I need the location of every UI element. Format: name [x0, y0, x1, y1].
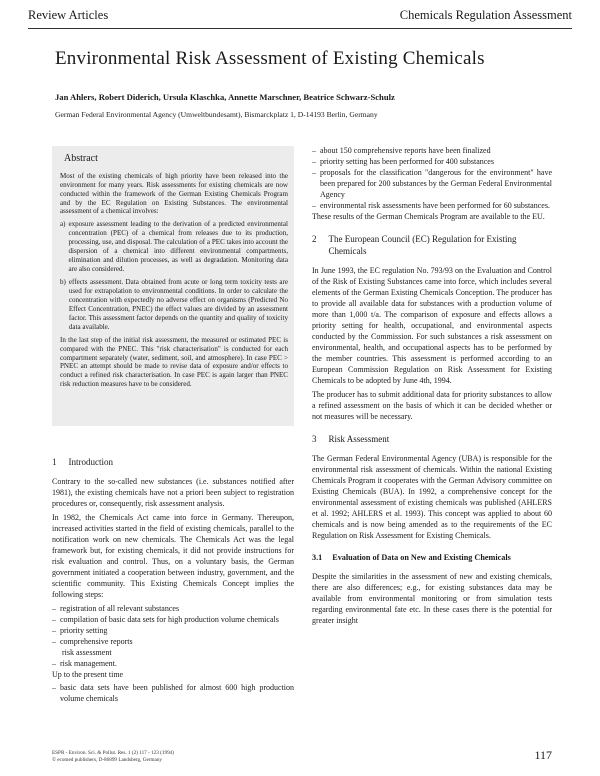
- article-title: Environmental Risk Assessment of Existing Chemicals: [55, 48, 485, 69]
- list-item: – comprehensive reports: [52, 636, 133, 646]
- citation-line: ESPR - Environ. Sci. & Pollut. Res. 1 (2) 117 - 123 (1994): [52, 750, 174, 756]
- list-item: – basic data sets have been published for almost 600 high production volume chemicals: [52, 683, 294, 704]
- publisher-line: © ecomed publishers, D-86899 Landsberg, Germany: [52, 756, 163, 763]
- abstract-item-text: effects assessment. Data obtained from acute or long term toxicity tests are used for extrapolation to environmental conditions. In order to calculate the concentration with expectedly no adverse effect on organisms (Predicted No Effect Concentration, PNEC) the effect values are divided by an assessment factor. This assessment factor depends on the quantity and quality of toxicity data available.: [68, 278, 288, 331]
- section-number: 1: [52, 457, 57, 467]
- list-item: – environmental risk assessments have been performed for 60 substances.: [312, 200, 550, 210]
- body-paragraph: Despite the similarities in the assessment of new and existing chemicals, there are also differences; e.g., for existing substances data may be available from environmental monitoring or from simulation tests regarding environmental fate etc. In these cases there is the potential for greater insight: [312, 571, 552, 625]
- author-list: Jan Ahlers, Robert Diderich, Ursula Klaschka, Annette Marschner, Beatrice Schwarz-Schulz: [55, 92, 395, 102]
- list-item: – proposals for the classification "dangerous for the environment" have been prepared for 200 substances by the German Federal Environmental Agency: [312, 167, 552, 199]
- list-item: – priority setting: [52, 625, 108, 635]
- list-item: – compilation of basic data sets for high production volume chemicals: [52, 614, 279, 624]
- header-rule: [28, 28, 572, 29]
- body-paragraph: The producer has to submit additional data for priority substances to allow a refined assessment on the basis of which it can be decided whether or not measures will be necessary.: [312, 389, 552, 421]
- header-section: Review Articles: [28, 8, 109, 22]
- section-heading-introduction: [52, 456, 294, 468]
- body-paragraph: In June 1993, the EC regulation No. 793/93 on the Evaluation and Control of the Risk of Existing Substances came into force, which includes several elements of the German Existing Chemicals Conception. The producer has to provide all available data for substances with a production volume of more than 1,000 t/a. The comparison of exposure and effects allows a priority setting for health, occupational, and environmental aspects conducted by the Commission. For such substances a risk assessment on environmental, health, and occupational aspects has to be performed by the member countries. This assessment is performed according to an European Commission Regulation on Risk Assessment for Existing Chemicals to be adopted by June 4th, 1994.: [312, 266, 552, 385]
- section-heading-risk-assessment: [312, 433, 552, 445]
- abstract-item-b: [60, 278, 288, 332]
- results-list-continued: [312, 146, 552, 212]
- list-item-text: registration of all relevant substances: [60, 603, 180, 613]
- section-title: Evaluation of Data on New and Existing Chemicals: [332, 552, 511, 562]
- abstract-paragraph: In the last step of the initial risk assessment, the measured or estimated PEC is compared with the PNEC. This "risk characterisation" is conducted for each compartment separately (water, sediment, soil, and atmosphere). In case PEC > PNEC an attempt should be made to revise data of exposure and/or effects to conduct a refined risk characterisation. In case PEC is again larger than PNEC risk reduction measures have to be considered.: [60, 335, 288, 389]
- running-header: [28, 8, 572, 26]
- page-number: 117: [534, 748, 552, 762]
- body-paragraph: Contrary to the so-called new substances (i.e. substances notified after 1981), the existing chemicals have not a priori been subject to registration procedures or, consequently, risk assessment analysis.: [52, 477, 294, 509]
- abstract-paragraph: Most of the existing chemicals of high priority have been released into the environment for many years. Risk assessments for existing chemicals are now conducted within the framework of the German Existing Chemicals Program and by the EC Regulation on Existing Substances. The environmental assessment of a chemical involves:: [60, 171, 288, 216]
- section-title: Risk Assessment: [328, 433, 390, 444]
- list-item-text: compilation of basic data sets for high production volume chemicals: [60, 614, 279, 624]
- list-item-text: about 150 comprehensive reports have been finalized: [320, 146, 491, 155]
- section-title: The European Council (EC) Regulation for Existing Chemicals: [328, 233, 517, 256]
- list-item-text: risk management.: [60, 658, 117, 668]
- list-item: – about 150 comprehensive reports have been finalized: [312, 146, 491, 155]
- item-marker: a): [60, 220, 66, 229]
- right-column: [312, 146, 552, 756]
- body-paragraph: In 1982, the Chemicals Act came into force in Germany. Thereupon, increased activities started in the field of existing chemicals, parallel to the notification work on new chemicals. The Chemicals Act was the legal framework but, for existing chemicals, it did not provide instructions for risk evaluation and control. Thus, on a voluntary basis, the German government initiated a cooperation between industry, government, and the scientific community. This Existing Chemicals Concept implies the following steps:: [52, 513, 294, 599]
- section-number: 3: [312, 433, 317, 444]
- list-item-text: priority setting has been performed for 400 substances: [320, 156, 494, 166]
- body-paragraph: The German Federal Environmental Agency (UBA) is responsible for the environmental risk assessment of chemicals. Within the national Existing Chemicals Program it cooperates with the German Advisory committee on Existing Chemicals (BUA). In 1992, a comprehensive concept for the environmental assessment of existing chemicals was published (AHLERS et al. 1992; AHLERS et al. 1993). This concept was applied to about 60 chemicals and is now being amended as to the requirements of the EC Regulation on Risk Assessment for Existing Chemicals.: [312, 454, 552, 540]
- list-item-text: risk assessment: [62, 647, 112, 657]
- section-title: Introduction: [68, 457, 113, 467]
- results-list: [52, 683, 294, 705]
- list-item-text: basic data sets have been published for almost 600 high production volume chemicals: [60, 683, 294, 704]
- abstract-item-text: exposure assessment leading to the derivation of a predicted environmental concentration (PEC) of a chemical from releases due to its production, processing, use, and disposal. The calculation of a PEC takes into account the dispersion of a chemical into different environmental compartments, elimination and dilution processes, as well as degradation. Monitoring data are also considered.: [68, 220, 288, 274]
- subsection-heading-evaluation: [312, 552, 552, 563]
- steps-list: [52, 604, 294, 670]
- journal-footer: [52, 750, 174, 764]
- list-item: [52, 648, 294, 659]
- list-item-text: priority setting: [60, 625, 108, 635]
- list-item-text: environmental risk assessments have been performed for 60 substances.: [320, 200, 550, 210]
- header-topic: Chemicals Regulation Assessment: [399, 8, 572, 22]
- list-item: – risk management.: [52, 658, 117, 668]
- list-item: – registration of all relevant substances: [52, 603, 180, 613]
- list-item-text: proposals for the classification "dangerous for the environment" have been prepared for 200 substances by the German Federal Environmental Agency: [320, 167, 552, 199]
- abstract-item-a: [60, 220, 288, 274]
- item-marker: b): [60, 278, 66, 286]
- section-number: 3.1: [312, 552, 323, 562]
- left-column: [52, 446, 294, 758]
- affiliation: German Federal Environmental Agency (Umweltbundesamt), Bismarckplatz 1, D-14193 Berlin, Germany: [55, 110, 378, 119]
- body-paragraph: Up to the present time: [52, 669, 124, 679]
- list-item-text: comprehensive reports: [60, 636, 133, 646]
- section-number: 2: [312, 233, 317, 244]
- abstract-heading: Abstract: [64, 153, 98, 164]
- body-paragraph: These results of the German Chemicals Program are available to the EU.: [312, 211, 545, 221]
- list-item: – priority setting has been performed for 400 substances: [312, 156, 494, 166]
- section-heading-ec-regulation: [312, 233, 552, 258]
- abstract-box: [52, 146, 294, 426]
